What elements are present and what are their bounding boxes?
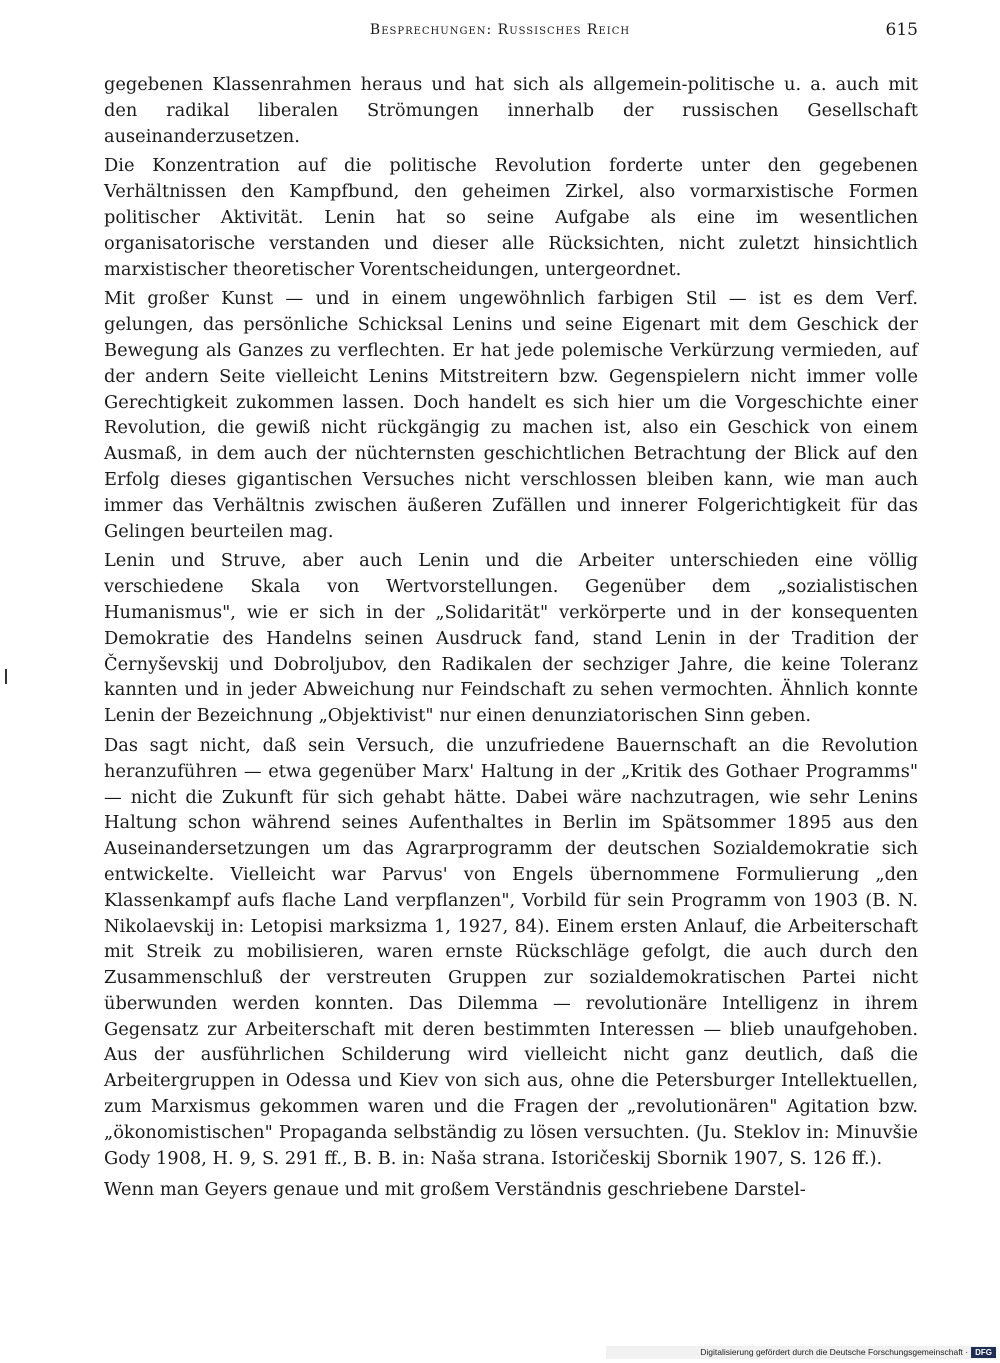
page-number: 615: [885, 20, 918, 40]
digitization-credit-text: Digitalisierung gefördert durch die Deutsche Forschungsgemeinschaft ·: [700, 1347, 969, 1357]
running-header-title: Besprechungen: Russisches Reich: [369, 22, 631, 38]
paragraph-4: Lenin und Struve, aber auch Lenin und die Arbeiter unterschieden eine völlig verschiedene Skala von Wertvorstellungen. Gegenüber dem „sozialistischen Humanismus", wie er sich in der „Solidarität" verkörperte und in der konsequenten Demokratie des Handelns seinen Ausdruck fand, stand Lenin in der Tradition der Černyševskij und Dobroljubov, den Radikalen der sechziger Jahre, die keine Toleranz kannten und in jeder Abweichung nur Feindschaft zu sehen vermochten. Ähnlich konnte Lenin der Bezeichnung „Objektivist" nur einen denunziatorischen Sinn geben.: [104, 550, 918, 727]
paragraph-5: Das sagt nicht, daß sein Versuch, die unzufriedene Bauernschaft an die Revolution heranzuführen — etwa gegenüber Marx' Haltung in der „Kritik des Gothaer Programms" — nicht die Zukunft für sich gehabt hätte. Dabei wäre nachzutragen, wie sehr Lenins Haltung schon während seines Aufenthaltes in Berlin im Spätsommer 1895 aus den Auseinandersetzungen um das Agrarprogramm der deutschen Sozialdemokratie sich entwickelte. Vielleicht war Parvus' von Engels übernommene Formulierung „den Klassenkampf aufs flache Land verpflanzen", Vorbild für sein Programm von 1903 (B. N. Nikolaevskij in: Letopisi marksizma 1, 1927, 84). Einem ersten Anlauf, die Arbeiterschaft mit Streik zu mobilisieren, waren ernste Rückschläge gefolgt, die auch durch den Zusammenschluß der verstreuten Gruppen zur sozialdemokratischen Partei nicht überwunden werden konnten. Das Dilemma — revolutionäre Intelligenz in ihrem Gegensatz zur Arbeiterschaft mit deren bestimmten Interessen — blieb unaufgehoben. Aus der ausführlichen Schilderung wird vielleicht nicht ganz deutlich, daß die Arbeitergruppen in Odessa und Kiev von sich aus, ohne die Petersburger Intellektuellen, zum Marxismus gekommen waren und die Fragen der „revolutionären" Agitation bzw. „ökonomistischen" Propaganda selbständig zu lösen versuchten. (Ju. Steklov in: Minuvšie Gody 1908, H. 9, S. 291 ff., B. B. in: Naša strana. Istoričeskij Sbornik 1907, S. 126 ff.).: [104, 734, 918, 1169]
dfg-logo: DFG: [971, 1347, 996, 1358]
paragraph-2: Die Konzentration auf die politische Revolution forderte unter den gegebenen Verhältnissen den Kampfbund, den geheimen Zirkel, also vormarxistische Formen politischer Aktivität. Lenin hat so seine Aufgabe als eine im wesentlichen organisatorische verstanden und dieser alle Rücksichten, nicht zuletzt hinsichtlich marxistischer theoretischer Vorentscheidungen, untergeordnet.: [104, 155, 918, 280]
paragraph-1: gegebenen Klassenrahmen heraus und hat sich als allgemein-politische u. a. auch mit den radikal liberalen Strömungen innerhalb der russischen Gesellschaft auseinanderzusetzen.: [104, 74, 918, 147]
digitization-credit: [606, 1346, 996, 1359]
article-body: [104, 72, 918, 1207]
paragraph-3: Mit großer Kunst — und in einem ungewöhnlich farbigen Stil — ist es dem Verf. gelungen, das persönliche Schicksal Lenins und seine Eigenart mit dem Geschick der Bewegung als Ganzes zu verflechten. Er hat jede polemische Verkürzung vermieden, auf der andern Seite vielleicht Lenins Mitstreitern bzw. Gegenspielern nicht immer volle Gerechtigkeit zukommen lassen. Doch handelt es sich hier um die Vorgeschichte einer Revolution, die gewiß nicht rückgängig zu machen ist, also ein Geschick von einem Ausmaß, in dem auch der nüchternsten geschichtlichen Betrachtung der Blick auf den Erfolg dieses gigantischen Versuches nicht verschlossen bleiben kann, wie man auch immer das Verhältnis zwischen äußeren Zufällen und innerer Folgerichtigkeit für das Gelingen beurteilen mag.: [104, 288, 918, 542]
paragraph-6: Wenn man Geyers genaue und mit großem Verständnis geschriebene Darstel-: [104, 1179, 806, 1201]
margin-mark: [5, 669, 7, 684]
